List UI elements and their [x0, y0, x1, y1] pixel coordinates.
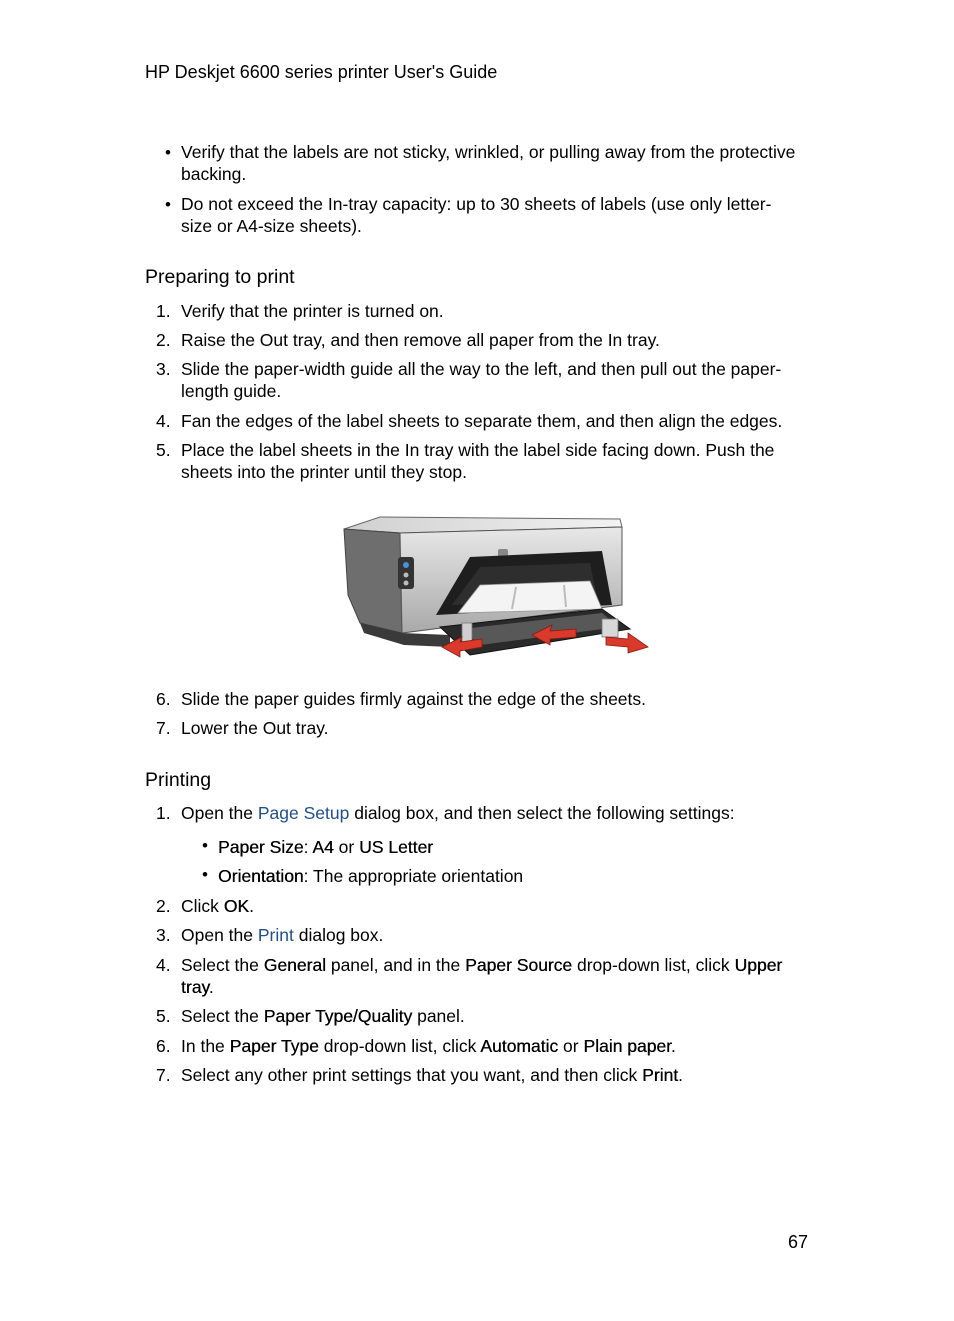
- ui-term: Paper Type/Quality: [263, 1006, 413, 1026]
- print-step-7: [181, 1064, 821, 1086]
- print-step-6: [181, 1035, 821, 1057]
- ui-term: Paper Source: [465, 955, 573, 975]
- text-line: Slide the paper-width guide all the way to the left, and then pull out the paper-: [181, 359, 782, 379]
- text-run: : The appropriate orientation: [303, 866, 524, 886]
- ui-term: Automatic: [480, 1036, 559, 1056]
- text-run: .: [670, 1036, 676, 1056]
- text-run: Open the: [181, 803, 258, 823]
- ui-term: Upper: [734, 955, 783, 975]
- ui-term: Paper Size: [218, 837, 304, 857]
- intro-bullet-2: [181, 193, 821, 237]
- text-run: .: [678, 1065, 683, 1085]
- step-number: 4.: [156, 955, 171, 975]
- text-run: or: [333, 837, 360, 857]
- step-number: 5.: [156, 440, 171, 460]
- ui-term: Plain paper: [583, 1036, 671, 1056]
- text-line: [181, 954, 821, 976]
- print-link[interactable]: Print: [257, 925, 294, 945]
- step-number: 2.: [156, 896, 171, 916]
- prep-step-2: Raise the Out tray, and then remove all paper from the In tray.: [181, 330, 660, 350]
- ui-term: OK: [223, 896, 250, 916]
- text-run: panel.: [412, 1006, 465, 1026]
- print-step-2: [181, 895, 821, 917]
- ui-term: Paper Type: [229, 1036, 319, 1056]
- page-number: 67: [788, 1232, 809, 1252]
- text-line: [181, 976, 821, 998]
- bullet-marker: •: [202, 836, 208, 855]
- text-run: :: [303, 837, 313, 857]
- bullet-marker: •: [165, 195, 171, 214]
- ui-term: Orientation: [218, 866, 304, 886]
- text-line: length guide.: [181, 381, 282, 401]
- printer-loading-labels-illustration: [340, 505, 652, 665]
- text-line: backing.: [181, 164, 247, 184]
- text-run: In the: [181, 1036, 230, 1056]
- step-number: 3.: [156, 925, 171, 945]
- ui-term: A4: [312, 837, 334, 857]
- text-run: Select the: [181, 1006, 264, 1026]
- page-setup-link[interactable]: Page Setup: [257, 803, 350, 823]
- bullet-marker: •: [202, 865, 208, 884]
- text-line: size or A4-size sheets).: [181, 216, 362, 236]
- print-step-3: [181, 924, 821, 946]
- text-line: sheets into the printer until they stop.: [181, 462, 467, 482]
- step-number: 6.: [156, 689, 171, 709]
- text-run: dialog box.: [293, 925, 384, 945]
- section-heading-preparing: Preparing to print: [145, 266, 295, 288]
- running-header: HP Deskjet 6600 series printer User's Guide: [145, 62, 498, 82]
- text-run: Click: [181, 896, 224, 916]
- ui-term: tray: [181, 977, 209, 997]
- prep-step-3: [181, 358, 821, 402]
- step-number: 1.: [156, 301, 171, 321]
- text-run: drop-down list, click: [318, 1036, 481, 1056]
- print-step-1: [181, 802, 821, 824]
- prep-step-4: Fan the edges of the label sheets to separate them, and then align the edges.: [181, 411, 783, 431]
- prep-step-7: Lower the Out tray.: [181, 718, 329, 738]
- text-run: .: [208, 977, 214, 997]
- step-number: 1.: [156, 803, 171, 823]
- text-run: Select the: [181, 955, 264, 975]
- text-run: panel, and in the: [325, 955, 466, 975]
- step-number: 3.: [156, 359, 171, 379]
- section-heading-printing: Printing: [145, 769, 212, 791]
- text-run: dialog box, and then select the following settings:: [349, 803, 735, 823]
- step-number: 5.: [156, 1006, 171, 1026]
- prep-step-1: Verify that the printer is turned on.: [181, 301, 444, 321]
- text-line: Do not exceed the In-tray capacity: up to 30 sheets of labels (use only letter-: [181, 194, 772, 214]
- bullet-marker: •: [165, 143, 171, 162]
- ui-term: Print: [642, 1065, 679, 1085]
- step-number: 6.: [156, 1036, 171, 1056]
- text-line: Verify that the labels are not sticky, wrinkled, or pulling away from the protective: [181, 142, 796, 162]
- text-run: or: [558, 1036, 584, 1056]
- prep-step-5: [181, 439, 821, 483]
- text-run: drop-down list, click: [572, 955, 735, 975]
- print-step-4: [181, 954, 821, 998]
- ui-term: US Letter: [359, 837, 434, 857]
- text-run: Open the: [181, 925, 258, 945]
- setting-paper-size: [218, 836, 818, 858]
- step-number: 4.: [156, 411, 171, 431]
- text-run: .: [249, 896, 254, 916]
- ui-term: General: [263, 955, 326, 975]
- intro-bullet-1: [181, 141, 821, 185]
- step-number: 7.: [156, 718, 171, 738]
- step-number: 7.: [156, 1065, 171, 1085]
- text-run: Select any other print settings that you want, and then click: [181, 1065, 643, 1085]
- setting-orientation: [218, 865, 818, 887]
- prep-step-6: Slide the paper guides firmly against the edge of the sheets.: [181, 689, 647, 709]
- print-step-5: [181, 1005, 821, 1027]
- text-line: Place the label sheets in the In tray with the label side facing down. Push the: [181, 440, 775, 460]
- step-number: 2.: [156, 330, 171, 350]
